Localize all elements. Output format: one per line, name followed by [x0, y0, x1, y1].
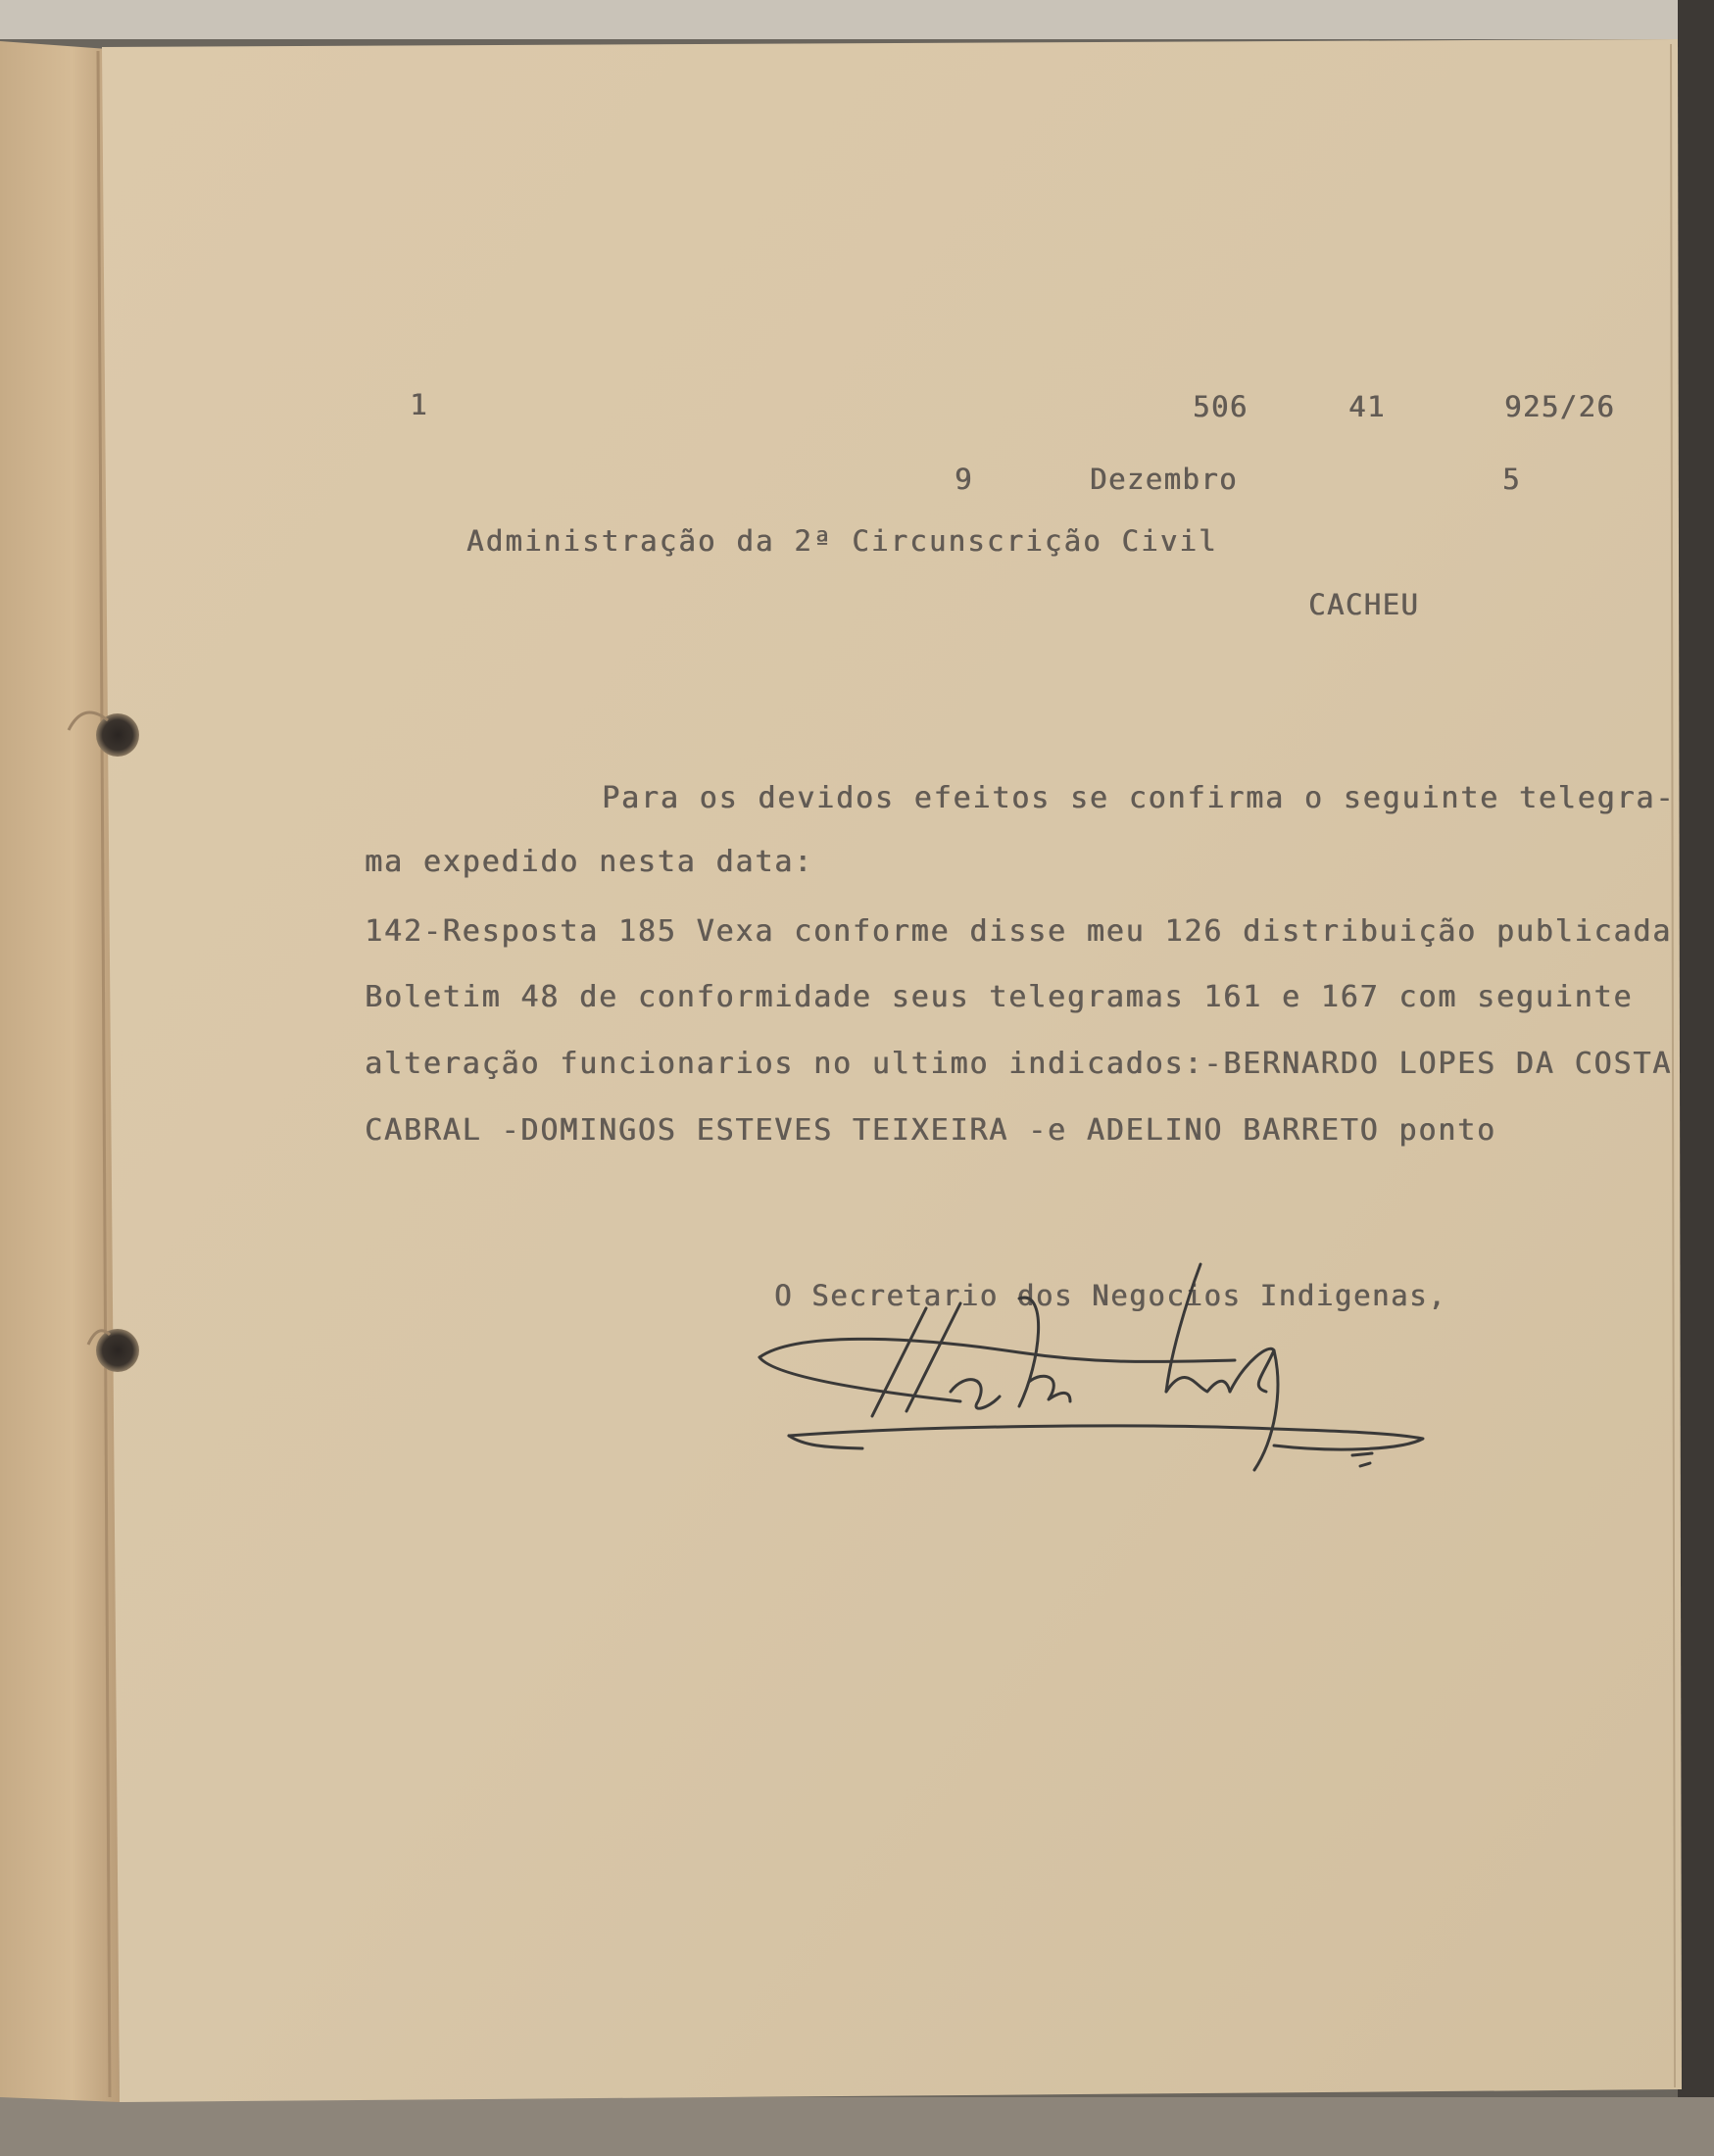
body-line-3: 142-Resposta 185 Vexa conforme disse meu 126 distribuição publicada [365, 914, 1673, 949]
date-day: 9 [955, 463, 973, 496]
body-line-5: alteração funcionarios no ultimo indicados:-BERNARDO LOPES DA COSTA [365, 1047, 1673, 1081]
body-line-6: CABRAL -DOMINGOS ESTEVES TEIXEIRA -e ADELINO BARRETO ponto [365, 1113, 1496, 1148]
punch-hole-top [96, 713, 139, 757]
ref-number-4: 925/26 [1504, 390, 1616, 423]
ref-number-2: 506 [1193, 390, 1249, 423]
addressee-place: CACHEU [1308, 588, 1420, 621]
handwritten-signature [725, 1245, 1450, 1490]
addressee-office: Administração da 2ª Circunscrição Civil [466, 524, 1218, 558]
body-line-1: Para os devidos efeitos se confirma o seguinte telegra- [602, 781, 1676, 815]
date-month: Dezembro [1090, 463, 1238, 496]
book-spine [0, 41, 120, 2102]
body-line-4: Boletim 48 de conformidade seus telegramas 161 e 167 com seguinte [365, 980, 1634, 1014]
body-line-2: ma expedido nesta data: [365, 845, 813, 879]
ref-number-3: 41 [1348, 390, 1386, 423]
ref-number-5: 5 [1502, 463, 1521, 496]
closing-title: O Secretario dos Negocios Indigenas, [774, 1279, 1447, 1312]
ref-number-1: 1 [410, 388, 428, 421]
punch-hole-bottom [96, 1329, 139, 1372]
